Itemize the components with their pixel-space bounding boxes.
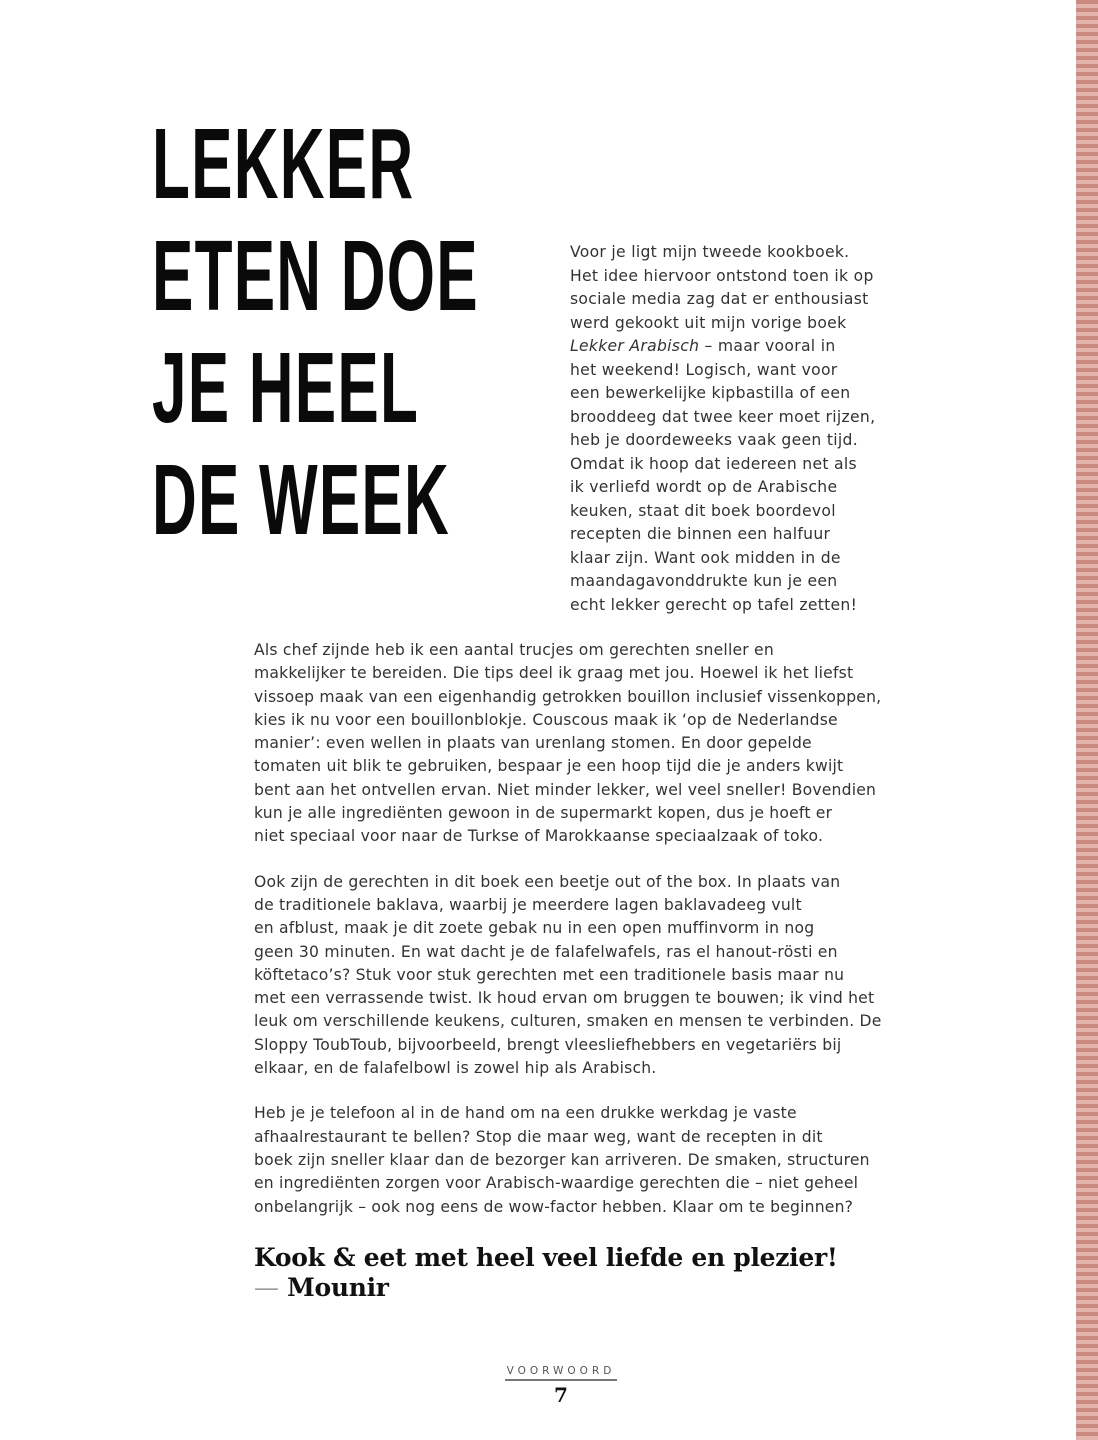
- text-line: afhaalrestaurant te bellen? Stop die maar weg, want de recepten in dit: [254, 1127, 823, 1146]
- text-line: makkelijker te bereiden. Die tips deel ik graag met jou. Hoewel ik het liefst: [254, 664, 854, 683]
- intro-line: maandagavonddrukte kun je een: [570, 572, 838, 590]
- headline-line: DE WEEK: [152, 444, 451, 556]
- text-line: niet speciaal voor naar de Turkse of Marokkaanse speciaalzaak of toko.: [254, 827, 824, 846]
- text-line: kies ik nu voor een bouillonblokje. Couscous maak ik ‘op de Nederlandse: [254, 710, 838, 729]
- text-line: tomaten uit blik te gebruiken, bespaar je een hoop tijd die je anders kwijt: [254, 757, 844, 776]
- text-line: en ingrediënten zorgen voor Arabisch-waardige gerechten die – niet geheel: [254, 1174, 859, 1193]
- text-line: köftetaco’s? Stuk voor stuk gerechten met een traditionele basis maar nu: [254, 965, 845, 984]
- book-title: Lekker Arabisch: [570, 337, 700, 355]
- text-line: met een verrassende twist. Ik houd ervan om bruggen te bouwen; ik vind het: [254, 989, 875, 1008]
- intro-line: sociale media zag dat er enthousiast: [570, 290, 869, 308]
- intro-line: een bewerkelijke kipbastilla of een: [570, 384, 851, 402]
- intro-line-rest: – maar vooral in: [699, 337, 836, 355]
- author-name: Mounir: [287, 1273, 389, 1302]
- signoff-message: Kook & eet met heel veel liefde en plezier!: [254, 1243, 838, 1272]
- intro-line: keuken, staat dit boek boordevol: [570, 501, 836, 520]
- intro-line: Voor je ligt mijn tweede kookboek.: [570, 243, 850, 261]
- intro-line: [570, 335, 900, 359]
- decorative-stripe-border: [1076, 0, 1098, 1440]
- page-number: 7: [554, 1383, 568, 1407]
- intro-line: recepten die binnen een halfuur: [570, 525, 831, 543]
- intro-line: heb je doordeweeks vaak geen tijd.: [570, 431, 858, 449]
- headline-line: JE HEEL: [152, 332, 420, 444]
- text-line: Als chef zijnde heb ik een aantal trucjes om gerechten sneller en: [254, 641, 774, 659]
- body-paragraph-3: [254, 1102, 904, 1218]
- intro-line: het weekend! Logisch, want voor: [570, 360, 838, 379]
- text-line: manier’: even wellen in plaats van urenlang stomen. En door gepelde: [254, 734, 812, 753]
- signoff-author-line: [254, 1273, 838, 1303]
- text-line: boek zijn sneller klaar dan de bezorger kan arriveren. De smaken, structuren: [254, 1150, 870, 1169]
- text-line: de traditionele baklava, waarbij je meerdere lagen baklavadeeg vult: [254, 895, 802, 914]
- intro-line: echt lekker gerecht op tafel zetten!: [570, 595, 858, 614]
- page-footer: [505, 1365, 617, 1407]
- headline-line: LEKKER: [152, 108, 415, 220]
- text-line: Ook zijn de gerechten in dit boek een beetje out of the box. In plaats van: [254, 872, 841, 891]
- text-line: Heb je je telefoon al in de hand om na een drukke werkdag je vaste: [254, 1104, 797, 1123]
- intro-line: ik verliefd wordt op de Arabische: [570, 478, 838, 496]
- text-line: geen 30 minuten. En wat dacht je de falafelwafels, ras el hanout-rösti en: [254, 942, 838, 961]
- intro-line: klaar zijn. Want ook midden in de: [570, 548, 841, 567]
- headline-line: ETEN DOE: [152, 220, 479, 332]
- text-line: kun je alle ingrediënten gewoon in de supermarkt kopen, dus je hoeft er: [254, 804, 833, 823]
- text-line: onbelangrijk – ook nog eens de wow-factor hebben. Klaar om te beginnen?: [254, 1197, 854, 1216]
- text-line: vissoep maak van een eigenhandig getrokken bouillon inclusief vissenkoppen,: [254, 687, 882, 706]
- section-label: VOORWOORD: [505, 1365, 617, 1381]
- body-paragraph-2: [254, 871, 904, 1081]
- text-line: Sloppy ToubToub, bijvoorbeeld, brengt vleesliefhebbers en vegetariërs bij: [254, 1035, 842, 1054]
- text-line: bent aan het ontvellen ervan. Niet minder lekker, wel veel sneller! Bovendien: [254, 780, 877, 799]
- intro-line: Het idee hiervoor ontstond toen ik op: [570, 266, 874, 285]
- body-text: [254, 639, 904, 1241]
- intro-line: brooddeeg dat twee keer moet rijzen,: [570, 407, 876, 426]
- em-dash: —: [254, 1273, 279, 1302]
- text-line: leuk om verschillende keukens, culturen, smaken en mensen te verbinden. De: [254, 1012, 882, 1031]
- signoff: [254, 1243, 838, 1303]
- body-paragraph-1: [254, 639, 904, 849]
- text-line: elkaar, en de falafelbowl is zowel hip als Arabisch.: [254, 1059, 657, 1078]
- text-line: en afblust, maak je dit zoete gebak nu in een open muffinvorm in nog: [254, 919, 815, 938]
- intro-line: Omdat ik hoop dat iedereen net als: [570, 454, 857, 473]
- intro-paragraph: [570, 241, 900, 617]
- intro-line: werd gekookt uit mijn vorige boek: [570, 313, 847, 332]
